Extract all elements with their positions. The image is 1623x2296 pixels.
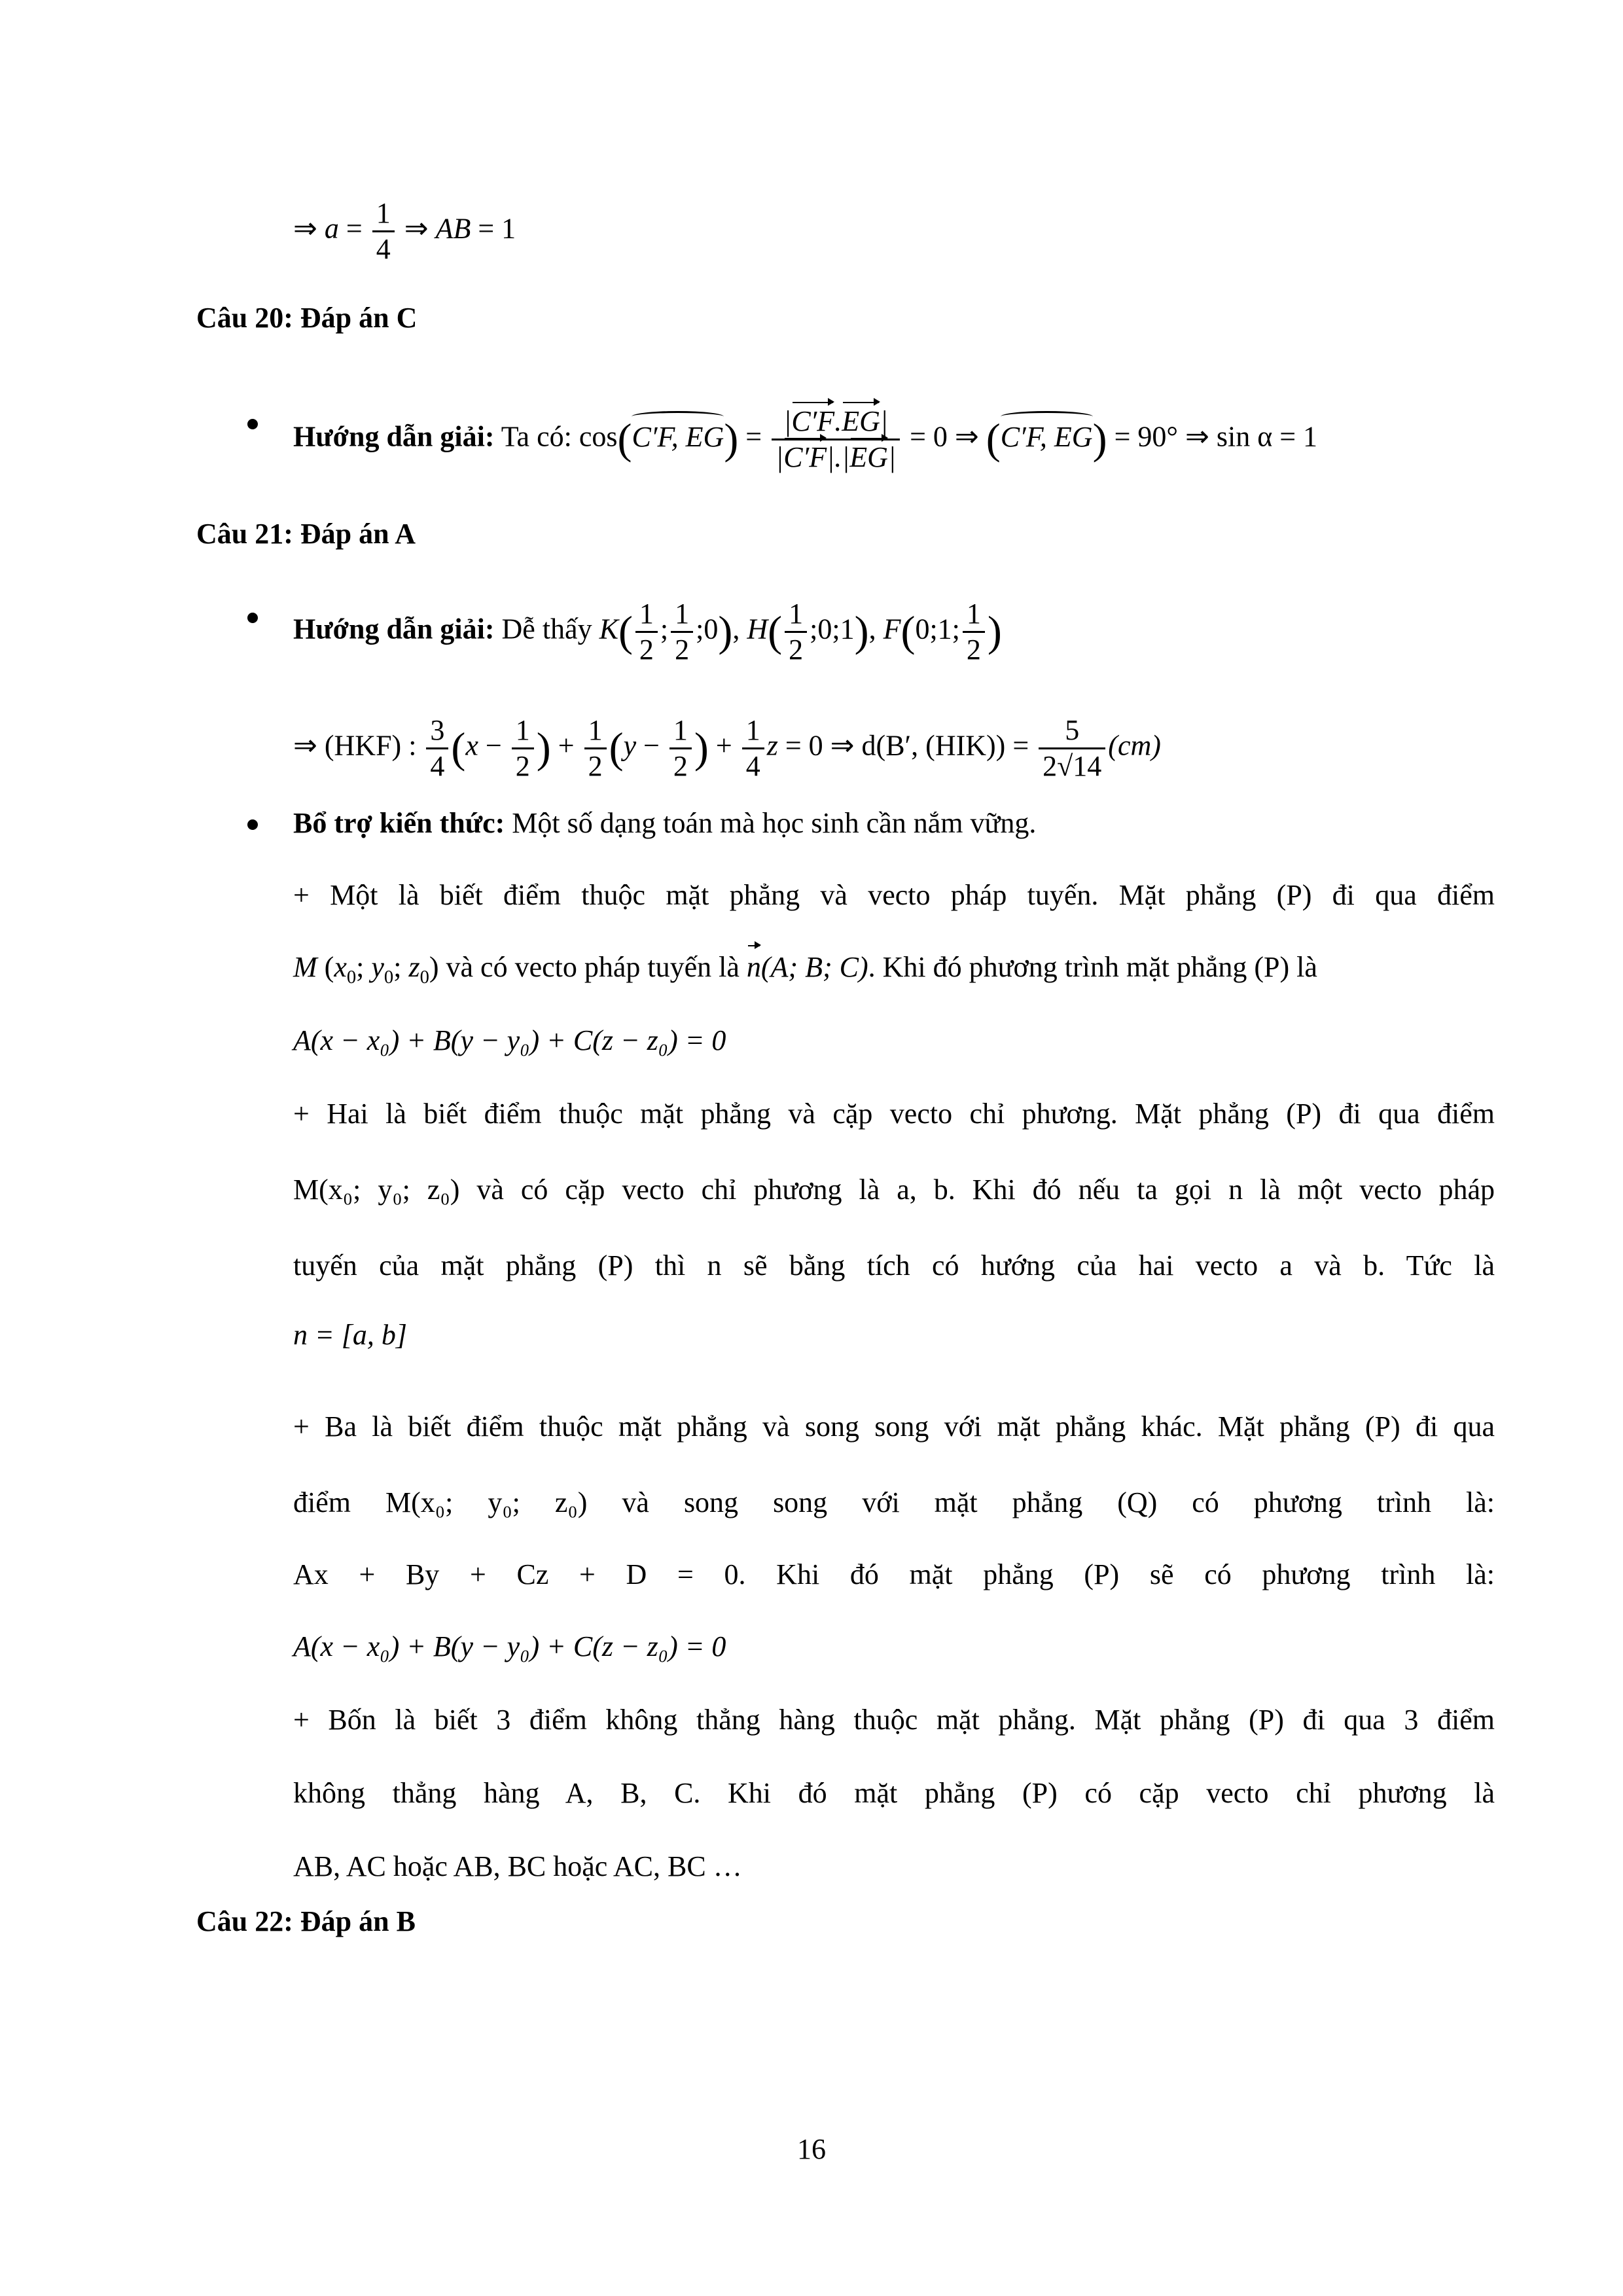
support-p1b: M ($x_0$; $y_0$; $z_0$) và có vecto pháp tuyến là n(A; B; C). Khi đó phương trình mặt phẳng (P) là [293,948,1317,997]
frac-numerator: 1 [372,196,395,232]
support-label: Bổ trợ kiến thức: [293,807,505,839]
p1b-post: . Khi đó phương trình mặt phẳng (P) là [868,951,1317,983]
support-p3a: + Ba là biết điểm thuộc mặt phẳng và song song với mặt phẳng khác. Mặt phẳng (P) đi qua [293,1410,1495,1443]
q20-text: Ta có: cos [501,420,618,453]
q21-text: Dễ thấy [501,613,592,645]
solution-label: Hướng dẫn giải: [293,420,495,453]
support-p3c: Ax + By + Cz + D = 0. Khi đó mặt phẳng (P) sẽ có phương trình là: [293,1558,1495,1590]
distance-unit: (cm) [1108,729,1161,762]
q21-heading: Câu 21: Đáp án A [196,518,416,550]
bullet [247,819,258,830]
support-p4b: không thẳng hàng A, B, C. Khi đó mặt phẳng (P) có cặp vecto chỉ phương là [293,1777,1495,1809]
distance-denominator: 2√14 [1043,750,1102,782]
distance-text: = 0 ⇒ d(B′, (HIK)) = [785,729,1029,762]
support-intro [293,804,1036,843]
bullet [247,613,258,623]
bullet [247,419,258,429]
support-p2d: n = [a, b] [293,1319,407,1351]
distance-numerator: 5 [1039,713,1105,749]
support-p3d: A(x − x₀) + B(y − y₀) + C(z − z₀) = 0 [293,1630,726,1662]
support-p2c: tuyến của mặt phẳng (P) thì n sẽ bằng tích có hướng của hai vecto a và b. Tức là [293,1249,1495,1282]
q20-heading: Câu 20: Đáp án C [196,302,418,334]
q22-heading: Câu 22: Đáp án B [196,1905,416,1937]
q20-result2: = 90° ⇒ sin α = 1 [1114,420,1318,453]
q20-solution: Hướng dẫn giải: Ta có: cos(C′F, EG) = $\frac{|C'F.EG|}{|C'F|.|EG|}$ = 0 ⇒ (C′F, EG) = 90° ⇒ sin α = 1 [293,405,1318,473]
support-p1c: A(x − x₀) + B(y − y₀) + C(z − z₀) = 0 [293,1024,726,1056]
support-p2a: + Hai là biết điểm thuộc mặt phẳng và cặp vecto chỉ phương. Mặt phẳng (P) đi qua điểm [293,1098,1495,1130]
support-intro-text: Một số dạng toán mà học sinh cần nắm vững. [512,807,1037,839]
page-number: 16 [797,2133,826,2165]
support-p4a: + Bốn là biết 3 điểm không thẳng hàng thuộc mặt phẳng. Mặt phẳng (P) đi qua 3 điểm [293,1704,1495,1736]
p1b-mid: và có vecto pháp tuyến là [446,951,740,983]
plane-prefix: ⇒ (HKF) : [293,729,417,762]
support-p3b: điểm M(x₀; y₀; z₀) và song song với mặt phẳng (Q) có phương trình là: [293,1486,1495,1518]
solution-label: Hướng dẫn giải: [293,613,495,645]
top-equation: ⇒ a = $\frac{1}{4}$ ⇒ AB = 1 [293,197,516,265]
support-p1a: + Một là biết điểm thuộc mặt phẳng và vecto pháp tuyến. Mặt phẳng (P) đi qua điểm [293,879,1495,911]
q21-plane-equation: ⇒ (HKF) : $\frac{3}{4}$ (x − $\frac{1}{2}$ ) + $\frac{1}{2}$ (y − $\frac{1}{2}$ ) + $\frac{1}{4}$ z = 0 ⇒ d(B′, (HIK)) = $\frac{5}{2√14}$ (cm) [293,714,1161,782]
q20-result: = 0 ⇒ [910,420,979,453]
support-p2b: M(x₀; y₀; z₀) và có cặp vecto chỉ phương là a, b. Khi đó nếu ta gọi n là một vecto pháp [293,1174,1495,1206]
q21-solution: Hướng dẫn giải: Dễ thấy K( $\frac{1}{2}$ ; $\frac{1}{2}$ ;0), H( $\frac{1}{2}$ ;0;1), F(0;1; $\frac{1}{2}$ ) [293,598,1002,666]
support-p4c: AB, AC hoặc AB, BC hoặc AC, BC … [293,1850,742,1882]
frac-denominator: 4 [376,233,391,265]
